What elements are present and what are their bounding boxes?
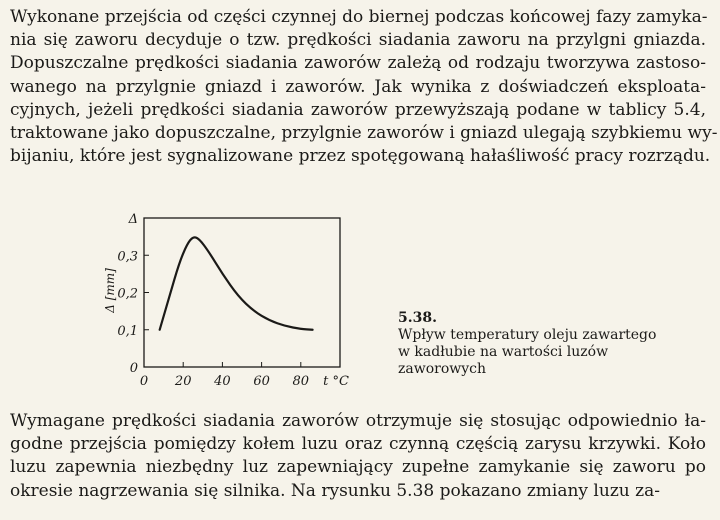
caption-line-2: w kadłubie na wartości luzów xyxy=(398,344,609,360)
x-tick-label: 40 xyxy=(214,374,231,389)
para1-line-7: bijaniu, które jest sygnalizowane przez spotęgowaną hałaśliwość pracy rozrządu. xyxy=(10,146,711,167)
para2-line-1: Wymagane prędkości siadania zaworów otrzymuje się stosując odpowiednio ła- xyxy=(10,411,706,431)
x-axis-label: t °C xyxy=(323,374,349,389)
para1-line-5: cyjnych, jeżeli prędkości siadania zaworów przewyższają podane w tablicy 5.4, xyxy=(10,99,706,120)
y-tick-label: Δ xyxy=(128,212,138,227)
para1-line-1: Wykonane przejścia od części czynnej do biernej podczas końcowej fazy zamyka- xyxy=(10,7,708,27)
para2-line-2: godne przejścia pomiędzy kołem luzu oraz czynną częścią zarysu krzywki. Koło xyxy=(10,434,706,455)
x-tick-label: 0 xyxy=(139,374,149,389)
paragraph-top xyxy=(10,6,718,168)
caption-number: 5.38. xyxy=(398,310,437,326)
plot-frame xyxy=(144,218,340,367)
para1-line-3: Dopuszczalne prędkości siadania zaworów zależą od rodzaju tworzywa zastoso- xyxy=(10,53,706,74)
para2-line-4: okresie nagrzewania się silnika. Na rysunku 5.38 pokazano zmiany luzu za- xyxy=(10,480,660,501)
y-tick-label: 0,3 xyxy=(117,249,138,265)
x-tick-label: 20 xyxy=(174,374,192,389)
y-tick-label: 0,1 xyxy=(117,323,138,339)
x-tick-label: 60 xyxy=(253,374,270,389)
figure-caption xyxy=(398,310,698,378)
series-line-1 xyxy=(160,237,313,329)
y-axis-label: Δ [mm] xyxy=(103,268,117,313)
paragraph-bottom xyxy=(10,410,706,503)
caption-line-1: Wpływ temperatury oleju zawartego xyxy=(398,327,657,343)
caption-line-3: zaworowych xyxy=(398,361,487,377)
para1-line-2: nia się zaworu decyduje o tzw. prędkości siadania zaworu na przylgni gniazda. xyxy=(10,30,706,51)
para1-line-6: traktowane jako dopuszczalne, przylgnie zaworów i gniazd ulegają szybkiemu wy- xyxy=(10,123,718,144)
para1-line-4: wanego na przylgnie gniazd i zaworów. Jak wynika z doświadczeń eksploata- xyxy=(10,76,706,97)
y-tick-label: 0 xyxy=(129,361,138,376)
figure-5-38-chart xyxy=(100,210,360,395)
y-tick-label: 0,2 xyxy=(117,286,138,302)
para2-line-3: luzu zapewnia niezbędny luz zapewniający zupełne zamykanie się zaworu po xyxy=(10,457,706,478)
x-tick-label: 80 xyxy=(292,374,310,389)
